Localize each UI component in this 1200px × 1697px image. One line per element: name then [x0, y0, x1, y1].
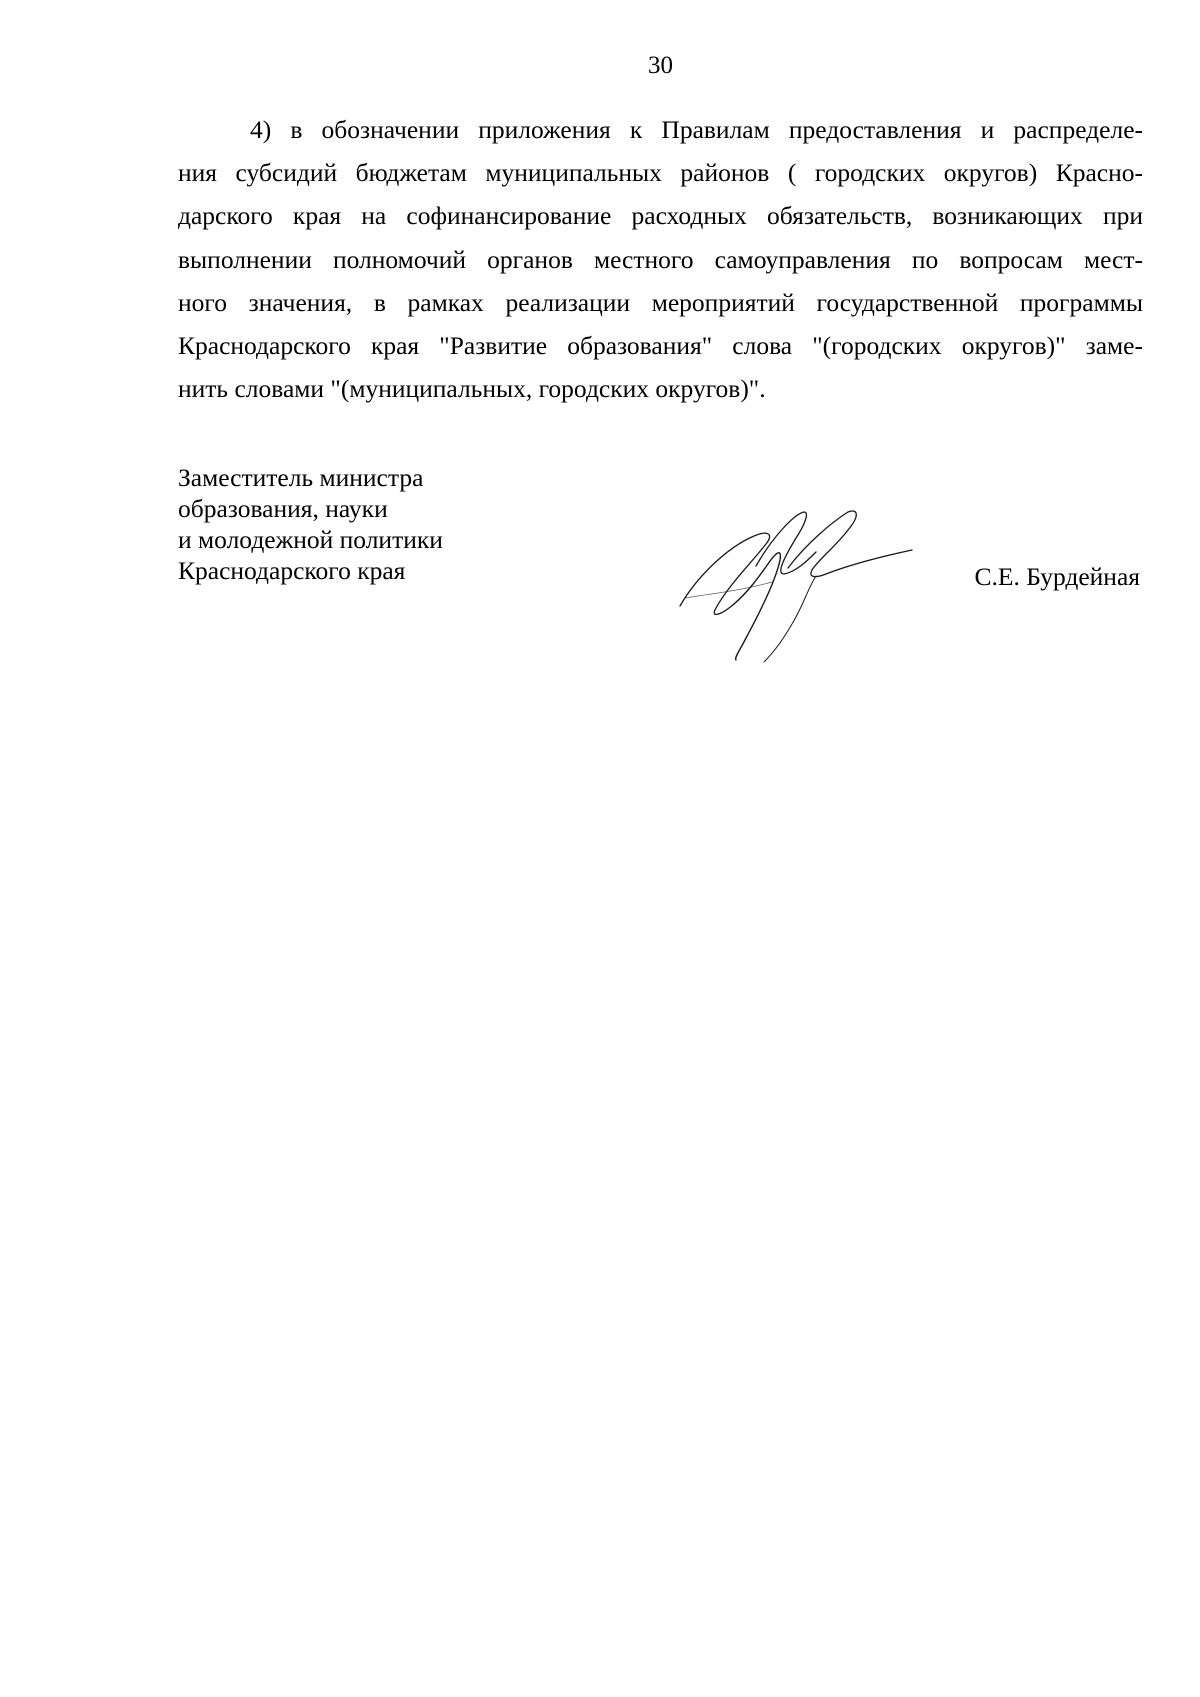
paragraph-line: дарского края на софинансирование расходных обязательств, возникающих при — [178, 201, 1143, 231]
signatory-title — [178, 462, 443, 586]
paragraph-line: выполнении полномочий органов местного самоуправления по вопросам мест- — [178, 244, 1143, 274]
paragraph-line: Краснодарского края "Развитие образования" слова "(городских округов)" заме- — [178, 331, 1143, 361]
signatory-title-line: образования, науки — [178, 494, 388, 523]
body-paragraph — [178, 108, 1143, 410]
paragraph-line: 4) в обозначении приложения к Правилам предоставления и распределе- — [250, 115, 1143, 144]
signatory-title-line: Заместитель министра — [178, 463, 424, 492]
signatory-title-line: Краснодарского края — [178, 556, 406, 585]
paragraph-line: ния субсидий бюджетам муниципальных районов ( городских округов) Красно- — [178, 158, 1143, 188]
handwritten-signature — [676, 508, 946, 668]
signatory-name: С.Е. Бурдейная — [974, 562, 1140, 591]
page-number: 30 — [648, 52, 673, 79]
signatory-title-line: и молодежной политики — [178, 525, 443, 554]
paragraph-line: нить словами "(муниципальных, городских округов)". — [178, 374, 766, 404]
paragraph-line: ного значения, в рамках реализации мероприятий государственной программы — [178, 287, 1143, 317]
